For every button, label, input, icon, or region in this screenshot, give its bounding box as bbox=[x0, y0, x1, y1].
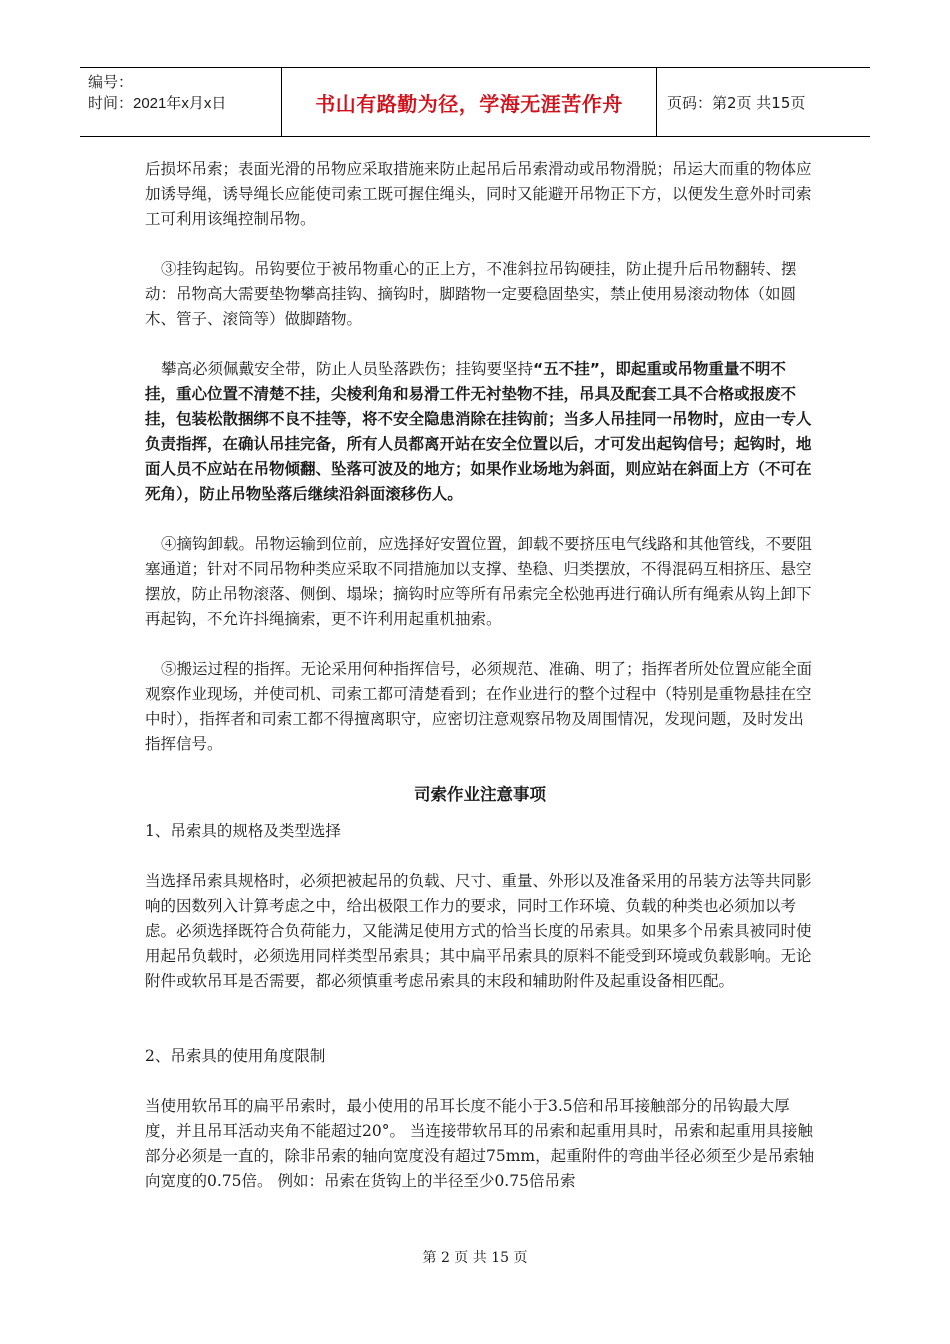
page-header bbox=[80, 67, 870, 137]
item1-body: 当选择吊索具规格时，必须把被起吊的负载、尺寸、重量、外形以及准备采用的吊装方法等共同影响的因数列入计算考虑之中，给出极限工作力的要求，同时工作环境、负载的种类也必须加以考虑。必须选择既符合负荷能力，又能满足使用方式的恰当长度的吊索具。如果多个吊索具被同时使用起吊负载时，必须选用同样类型吊索具；其中扁平吊索具的原料不能受到环境或负载影响。无论附件或软吊耳是否需要，都必须慎重考虑吊索具的末段和辅助附件及起重设备相匹配。 bbox=[145, 872, 812, 990]
item2-heading: 2、吊索具的使用角度限制 bbox=[145, 1047, 326, 1065]
header-page-info: 页码：第2页 共15页 bbox=[667, 93, 806, 112]
header-motto: 书山有路勤为径，学海无涯苦作舟 bbox=[282, 68, 657, 136]
paragraph-five-no-hang-bold: “五不挂”，即起重或吊物重量不明不挂，重心位置不清楚不挂，尖棱利角和易滑工件无衬垫物不挂，吊具及配套工具不合格或报废不挂，包装松散捆绑不良不挂等，将不安全隐患消除在挂钩前；当多人吊挂同一吊物时，应由一专人负责指挥，在确认吊挂完备，所有人员都离开站在安全位置以后，才可发出起钩信号；起钩时，地面人员不应站在吊物倾翻、坠落可波及的地方；如果作业场地为斜面，则应站在斜面上方（不可在死角），防止吊物坠落后继续沿斜面滚移伤人。 bbox=[145, 360, 812, 503]
item2-body: 当使用软吊耳的扁平吊索时，最小使用的吊耳长度不能小于3.5倍和吊耳接触部分的吊钩最大厚度，并且吊耳活动夹角不能超过20°。 当连接带软吊耳的吊索和起重用具时，吊索和起重用具接触部分必须是一直的，除非吊索的轴向宽度没有超过75mm，起重附件的弯曲半径必须至少是吊索轴向宽度的0.75倍。 例如：吊索在货钩上的半径至少0.75倍吊索 bbox=[145, 1097, 815, 1190]
paragraph-hooking: ③挂钩起钩。吊钩要位于被吊物重心的正上方，不准斜拉吊钩硬挂，防止提升后吊物翻转、摆动：吊物高大需要垫物攀高挂钩、摘钩时，脚踏物一定要稳固垫实，禁止使用易滚动物体（如圆木、管子、滚筒等）做脚踏物。 bbox=[145, 260, 797, 328]
document-date-label: 时间：2021年x月x日 bbox=[88, 95, 227, 112]
paragraph-five-no-hang-intro: 攀高必须佩戴安全带，防止人员坠落跌伤；挂钩要坚持 bbox=[161, 360, 534, 378]
document-body bbox=[145, 157, 815, 1194]
document-number-label: 编号： bbox=[88, 74, 134, 91]
header-meta bbox=[80, 68, 282, 136]
item1-heading: 1、吊索具的规格及类型选择 bbox=[145, 822, 341, 840]
page-footer: 第 2 页 共 15 页 bbox=[422, 1250, 528, 1266]
paragraph-five-no-hang bbox=[145, 357, 815, 507]
section-title: 司索作业注意事项 bbox=[414, 785, 546, 804]
paragraph-sling-precautions: 后损坏吊索；表面光滑的吊物应采取措施来防止起吊后吊索滑动或吊物滑脱；吊运大而重的物体应加诱导绳，诱导绳长应能使司索工既可握住绳头，同时又能避开吊物正下方，以便发生意外时司索工可利用该绳控制吊物。 bbox=[145, 160, 812, 228]
paragraph-unloading: ④摘钩卸载。吊物运输到位前，应选择好安置位置，卸载不要挤压电气线路和其他管线，不要阻塞通道；针对不同吊物种类应采取不同措施加以支撑、垫稳、归类摆放，不得混码互相挤压、悬空摆放，防止吊物滚落、侧倒、塌垛；摘钩时应等所有吊索完全松弛再进行确认所有绳索从钩上卸下再起钩，不允许抖绳摘索，更不许利用起重机抽索。 bbox=[145, 535, 813, 628]
paragraph-signaling: ⑤搬运过程的指挥。无论采用何种指挥信号，必须规范、准确、明了；指挥者所处位置应能全面观察作业现场，并使司机、司索工都可清楚看到；在作业进行的整个过程中（特别是重物悬挂在空中时），指挥者和司索工都不得擅离职守，应密切注意观察吊物及周围情况，发现问题，及时发出指挥信号。 bbox=[145, 660, 813, 753]
